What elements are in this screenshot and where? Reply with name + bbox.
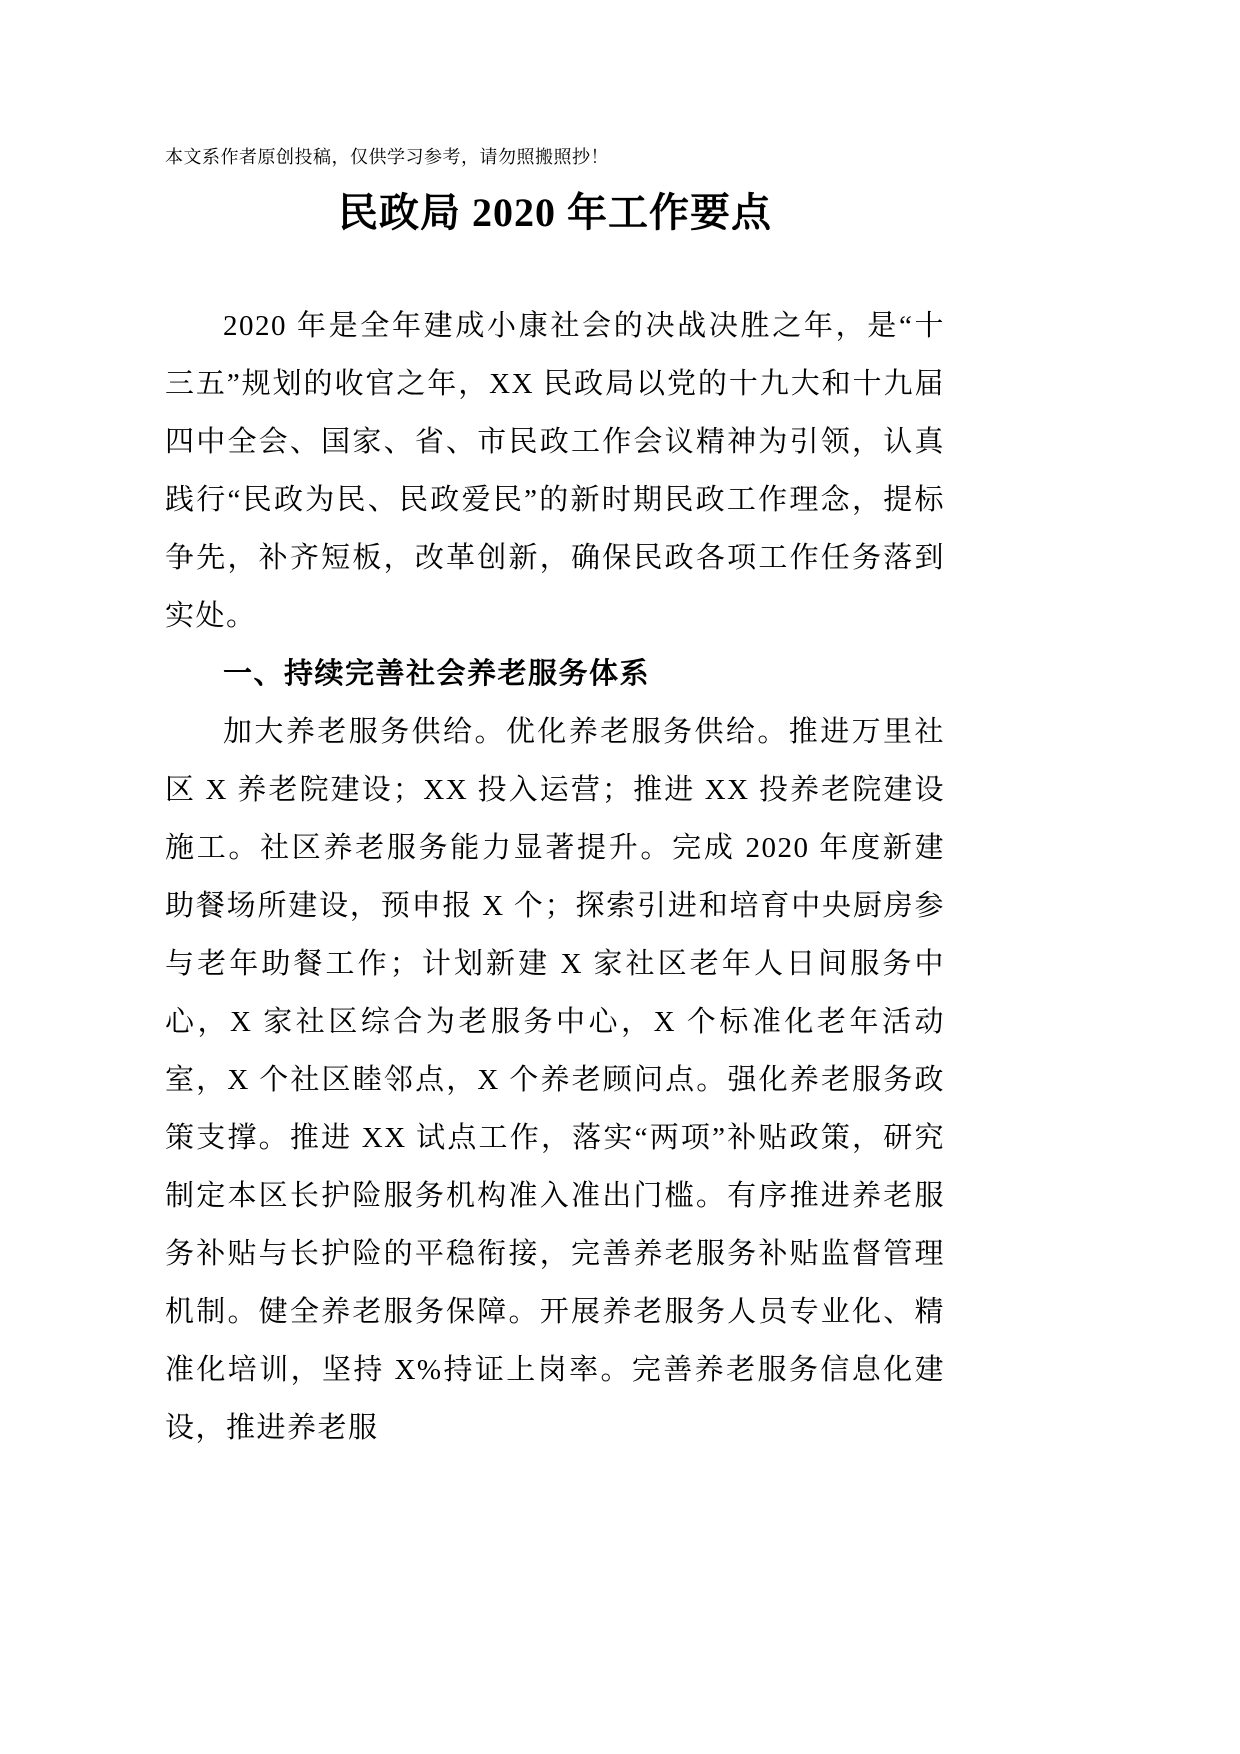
disclaimer-note: 本文系作者原创投稿，仅供学习参考，请勿照搬照抄！	[165, 147, 609, 167]
section-1-paragraph: 加大养老服务供给。优化养老服务供给。推进万里社区 X 养老院建设；XX 投入运营；推进 XX 投养老院建设施工。社区养老服务能力显著提升。完成 2020 年度新建助餐场所建设，预申报 X 个；探索引进和培育中央厨房参与老年助餐工作；计划新建 X 家社区老年人日间服务中心，X 家社区综合为老服务中心，X 个标准化老年活动室，X 个社区睦邻点，X 个养老顾问点。强化养老服务政策支撑。推进 XX 试点工作，落实“两项”补贴政策，研究制定本区长护险服务机构准入准出门槛。有序推进养老服务补贴与长护险的平稳衔接，完善养老服务补贴监督管理机制。健全养老服务保障。开展养老服务人员专业化、精准化培训，坚持 X%持证上岗率。完善养老服务信息化建设，推进养老服	[165, 716, 945, 1444]
intro-paragraph: 2020 年是全年建成小康社会的决战决胜之年，是“十三五”规划的收官之年，XX 民政局以党的十九大和十九届四中全会、国家、省、市民政工作会议精神为引领，认真践行“民政为民、民政爱民”的新时期民政工作理念，提标争先，补齐短板，改革创新，确保民政各项工作任务落到实处。	[165, 310, 945, 632]
document-title: 民政局 2020 年工作要点	[338, 190, 772, 235]
section-heading-1: 一、持续完善社会养老服务体系	[223, 658, 651, 690]
